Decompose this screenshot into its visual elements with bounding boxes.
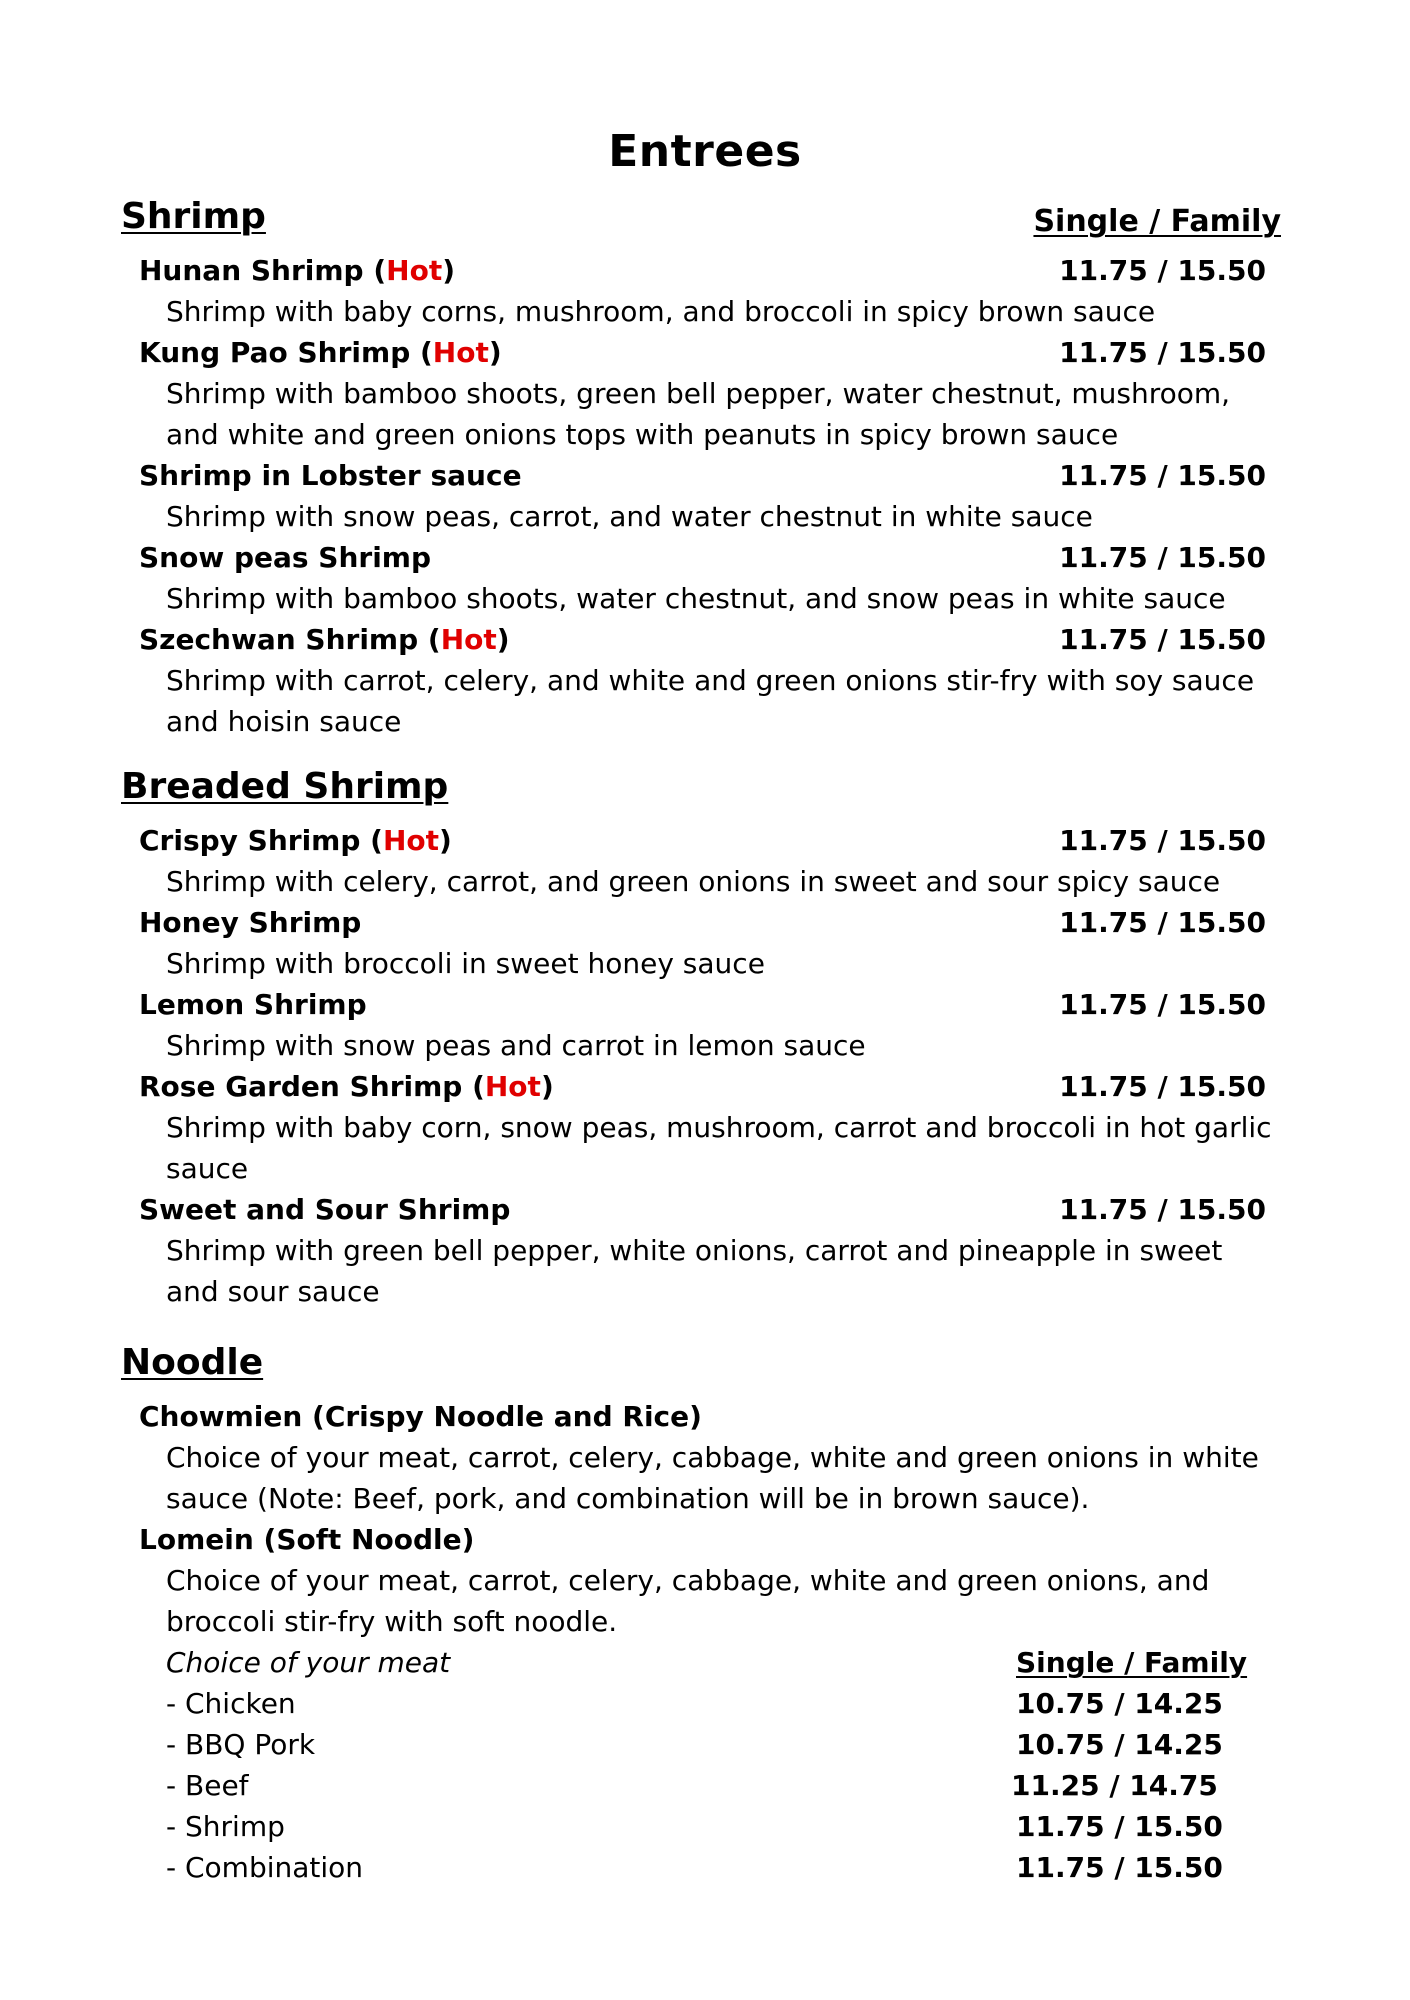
meat-option-label: - Beef <box>166 1769 249 1802</box>
item-description: Choice of your meat, carrot, celery, cabbage, white and green onions in white sauce (Note: Beef, pork, and combination will be in brown sauce). <box>166 1441 1259 1515</box>
meat-option <box>166 1683 1281 1724</box>
item-description: Shrimp with celery, carrot, and green onions in sweet and sour spicy sauce <box>166 865 1221 898</box>
section-noodle <box>121 1342 1281 1888</box>
menu-item <box>121 619 1281 742</box>
meat-choice-table <box>166 1642 1281 1888</box>
item-price: 11.75 / 15.50 <box>1059 1193 1266 1226</box>
item-description: Shrimp with baby corns, mushroom, and broccoli in spicy brown sauce <box>166 295 1156 328</box>
item-description: Shrimp with baby corn, snow peas, mushroom, carrot and broccoli in hot garlic sauce <box>166 1111 1272 1185</box>
hot-label: Hot <box>484 1070 541 1103</box>
menu-item <box>121 984 1281 1066</box>
item-name: Chowmien (Crispy Noodle and Rice) <box>139 1400 702 1433</box>
item-price: 11.75 / 15.50 <box>1059 1070 1266 1103</box>
item-name: Crispy Shrimp (Hot) <box>139 824 452 857</box>
section-header <box>121 766 1281 820</box>
meat-option-label: - Combination <box>166 1851 364 1884</box>
meat-choice-heading: Choice of your meat <box>166 1646 451 1679</box>
page-title: Entrees <box>608 126 802 177</box>
item-description: Shrimp with snow peas and carrot in lemon sauce <box>166 1029 866 1062</box>
item-name: Sweet and Sour Shrimp <box>139 1193 511 1226</box>
meat-choice-header <box>166 1642 1281 1683</box>
price-columns-header: Single / Family <box>1033 204 1281 239</box>
meat-option-price: 11.75 / 15.50 <box>1016 1851 1223 1884</box>
menu-item <box>121 1066 1281 1189</box>
section-header <box>121 1342 1281 1396</box>
item-description: Shrimp with carrot, celery, and white and green onions stir-fry with soy sauce and hoisin sauce <box>166 664 1255 738</box>
meat-option <box>166 1724 1281 1765</box>
hot-label: Hot <box>382 824 439 857</box>
menu-item <box>121 1396 1281 1519</box>
menu-item <box>121 1189 1281 1312</box>
item-price: 11.75 / 15.50 <box>1059 541 1266 574</box>
section-header <box>121 196 1281 250</box>
item-description: Shrimp with bamboo shoots, green bell pepper, water chestnut, mushroom, and white and green onions tops with peanuts in spicy brown sauce <box>166 377 1231 451</box>
menu-item <box>121 250 1281 332</box>
meat-option <box>166 1806 1281 1847</box>
item-description: Shrimp with broccoli in sweet honey sauce <box>166 947 765 980</box>
meat-option-price: 11.75 / 15.50 <box>1016 1810 1223 1843</box>
meat-option-label: - Shrimp <box>166 1810 285 1843</box>
menu-item <box>121 455 1281 537</box>
item-name: Kung Pao Shrimp (Hot) <box>139 336 502 369</box>
item-name: Szechwan Shrimp (Hot) <box>139 623 510 656</box>
menu-item <box>121 1519 1281 1642</box>
item-name: Shrimp in Lobster sauce <box>139 459 522 492</box>
meat-option-price: 11.25 / 14.75 <box>1011 1769 1218 1802</box>
section-title: Noodle <box>121 1342 264 1383</box>
meat-option-label: - Chicken <box>166 1687 296 1720</box>
meat-option <box>166 1847 1281 1888</box>
item-description: Shrimp with bamboo shoots, water chestnut, and snow peas in white sauce <box>166 582 1226 615</box>
meat-option-price: 10.75 / 14.25 <box>1016 1687 1223 1720</box>
item-name: Snow peas Shrimp <box>139 541 432 574</box>
item-price: 11.75 / 15.50 <box>1059 906 1266 939</box>
menu-item <box>121 902 1281 984</box>
item-name: Rose Garden Shrimp (Hot) <box>139 1070 554 1103</box>
section-shrimp <box>121 196 1281 742</box>
section-breaded-shrimp <box>121 766 1281 1312</box>
item-name: Honey Shrimp <box>139 906 362 939</box>
item-name: Lomein (Soft Noodle) <box>139 1523 475 1556</box>
item-name: Lemon Shrimp <box>139 988 367 1021</box>
item-description: Shrimp with snow peas, carrot, and water chestnut in white sauce <box>166 500 1093 533</box>
item-price: 11.75 / 15.50 <box>1059 336 1266 369</box>
meat-option-price: 10.75 / 14.25 <box>1016 1728 1223 1761</box>
item-name: Hunan Shrimp (Hot) <box>139 254 456 287</box>
meat-option-label: - BBQ Pork <box>166 1728 316 1761</box>
item-price: 11.75 / 15.50 <box>1059 988 1266 1021</box>
item-price: 11.75 / 15.50 <box>1059 254 1266 287</box>
item-price: 11.75 / 15.50 <box>1059 623 1266 656</box>
section-title: Breaded Shrimp <box>121 766 449 807</box>
hot-label: Hot <box>432 336 489 369</box>
hot-label: Hot <box>440 623 497 656</box>
menu-item <box>121 820 1281 902</box>
item-price: 11.75 / 15.50 <box>1059 824 1266 857</box>
section-title: Shrimp <box>121 196 266 237</box>
price-columns-header: Single / Family <box>1016 1646 1248 1679</box>
hot-label: Hot <box>386 254 443 287</box>
item-price: 11.75 / 15.50 <box>1059 459 1266 492</box>
meat-option <box>166 1765 1281 1806</box>
item-description: Choice of your meat, carrot, celery, cabbage, white and green onions, and broccoli stir-fry with soft noodle. <box>166 1564 1210 1638</box>
item-description: Shrimp with green bell pepper, white onions, carrot and pineapple in sweet and sour sauce <box>166 1234 1223 1308</box>
menu-item <box>121 332 1281 455</box>
menu-item <box>121 537 1281 619</box>
